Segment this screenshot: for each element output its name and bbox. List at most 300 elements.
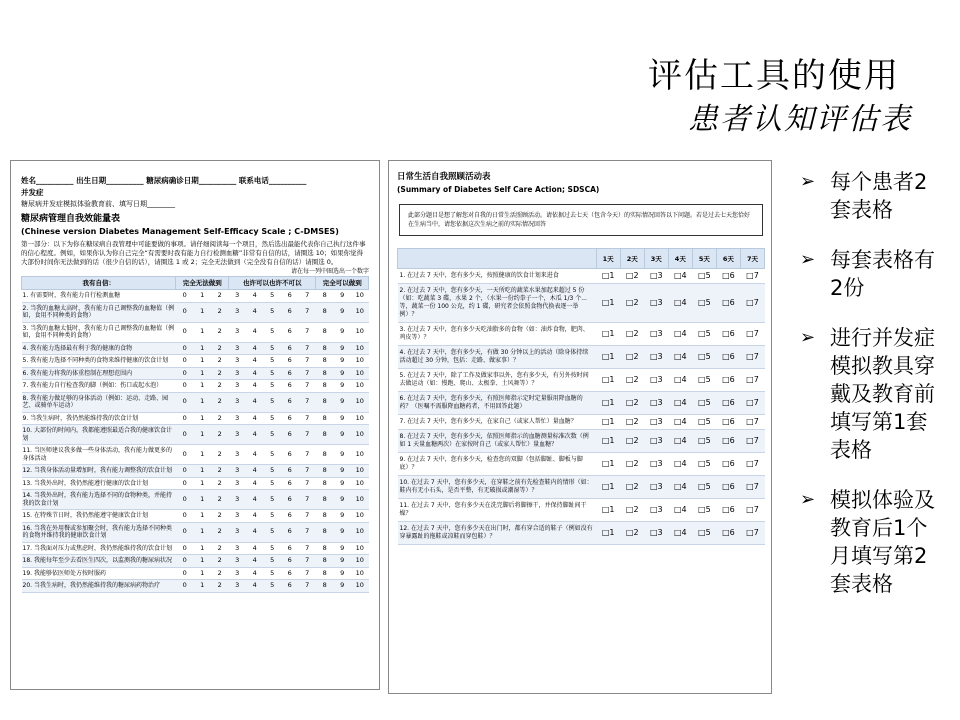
day-checkbox[interactable]: □5 xyxy=(692,284,716,323)
scale-option[interactable]: 4 xyxy=(246,302,264,322)
scale-option[interactable]: 7 xyxy=(298,367,316,380)
scale-option[interactable]: 4 xyxy=(246,412,264,425)
scale-option[interactable]: 6 xyxy=(281,290,299,303)
scale-option[interactable]: 10 xyxy=(351,392,369,412)
scale-option[interactable]: 0 xyxy=(176,425,194,445)
scale-option[interactable]: 1 xyxy=(193,355,211,368)
day-checkbox[interactable]: □1 xyxy=(596,269,620,284)
scale-option[interactable]: 4 xyxy=(246,380,264,393)
scale-option[interactable]: 0 xyxy=(176,477,194,490)
day-checkbox[interactable]: □4 xyxy=(668,499,692,522)
scale-option[interactable]: 1 xyxy=(193,367,211,380)
scale-option[interactable]: 5 xyxy=(263,580,281,593)
scale-option[interactable]: 7 xyxy=(298,445,316,465)
scale-option[interactable]: 4 xyxy=(246,555,264,568)
day-checkbox[interactable]: □1 xyxy=(596,453,620,476)
scale-option[interactable]: 2 xyxy=(211,412,229,425)
day-checkbox[interactable]: □6 xyxy=(716,323,740,346)
scale-option[interactable]: 2 xyxy=(211,302,229,322)
scale-option[interactable]: 8 xyxy=(316,580,334,593)
day-checkbox[interactable]: □5 xyxy=(692,346,716,369)
day-checkbox[interactable]: □3 xyxy=(644,499,668,522)
scale-option[interactable]: 6 xyxy=(281,380,299,393)
scale-option[interactable]: 3 xyxy=(228,522,246,542)
scale-option[interactable]: 1 xyxy=(193,477,211,490)
scale-option[interactable]: 8 xyxy=(316,425,334,445)
scale-option[interactable]: 3 xyxy=(228,367,246,380)
day-checkbox[interactable]: □2 xyxy=(620,476,644,499)
scale-option[interactable]: 4 xyxy=(246,580,264,593)
scale-option[interactable]: 1 xyxy=(193,542,211,555)
scale-option[interactable]: 10 xyxy=(351,555,369,568)
day-checkbox[interactable]: □1 xyxy=(596,392,620,415)
scale-option[interactable]: 6 xyxy=(281,510,299,523)
day-checkbox[interactable]: □5 xyxy=(692,269,716,284)
scale-option[interactable]: 8 xyxy=(316,510,334,523)
scale-option[interactable]: 5 xyxy=(263,367,281,380)
scale-option[interactable]: 2 xyxy=(211,342,229,355)
scale-option[interactable]: 6 xyxy=(281,567,299,580)
scale-option[interactable]: 3 xyxy=(228,580,246,593)
day-checkbox[interactable]: □7 xyxy=(740,499,764,522)
scale-option[interactable]: 9 xyxy=(333,392,351,412)
scale-option[interactable]: 0 xyxy=(176,465,194,478)
day-checkbox[interactable]: □4 xyxy=(668,430,692,453)
scale-option[interactable]: 5 xyxy=(263,342,281,355)
scale-option[interactable]: 4 xyxy=(246,367,264,380)
scale-option[interactable]: 8 xyxy=(316,555,334,568)
scale-option[interactable]: 7 xyxy=(298,580,316,593)
day-checkbox[interactable]: □4 xyxy=(668,476,692,499)
scale-option[interactable]: 6 xyxy=(281,465,299,478)
scale-option[interactable]: 10 xyxy=(351,510,369,523)
scale-option[interactable]: 9 xyxy=(333,380,351,393)
scale-option[interactable]: 8 xyxy=(316,392,334,412)
scale-option[interactable]: 2 xyxy=(211,555,229,568)
scale-option[interactable]: 5 xyxy=(263,445,281,465)
scale-option[interactable]: 3 xyxy=(228,380,246,393)
scale-option[interactable]: 0 xyxy=(176,302,194,322)
scale-option[interactable]: 8 xyxy=(316,412,334,425)
scale-option[interactable]: 6 xyxy=(281,477,299,490)
day-checkbox[interactable]: □2 xyxy=(620,346,644,369)
scale-option[interactable]: 3 xyxy=(228,567,246,580)
day-checkbox[interactable]: □3 xyxy=(644,284,668,323)
scale-option[interactable]: 6 xyxy=(281,445,299,465)
scale-option[interactable]: 2 xyxy=(211,380,229,393)
day-checkbox[interactable]: □3 xyxy=(644,415,668,430)
day-checkbox[interactable]: □6 xyxy=(716,392,740,415)
day-checkbox[interactable]: □2 xyxy=(620,323,644,346)
day-checkbox[interactable]: □4 xyxy=(668,284,692,323)
scale-option[interactable]: 9 xyxy=(333,290,351,303)
scale-option[interactable]: 8 xyxy=(316,380,334,393)
scale-option[interactable]: 3 xyxy=(228,322,246,342)
scale-option[interactable]: 3 xyxy=(228,302,246,322)
scale-option[interactable]: 4 xyxy=(246,355,264,368)
scale-option[interactable]: 2 xyxy=(211,392,229,412)
scale-option[interactable]: 1 xyxy=(193,290,211,303)
scale-option[interactable]: 1 xyxy=(193,445,211,465)
scale-option[interactable]: 1 xyxy=(193,580,211,593)
day-checkbox[interactable]: □3 xyxy=(644,392,668,415)
scale-option[interactable]: 4 xyxy=(246,510,264,523)
day-checkbox[interactable]: □6 xyxy=(716,269,740,284)
scale-option[interactable]: 5 xyxy=(263,425,281,445)
day-checkbox[interactable]: □4 xyxy=(668,346,692,369)
scale-option[interactable]: 7 xyxy=(298,490,316,510)
day-checkbox[interactable]: □4 xyxy=(668,392,692,415)
scale-option[interactable]: 1 xyxy=(193,302,211,322)
day-checkbox[interactable]: □2 xyxy=(620,392,644,415)
scale-option[interactable]: 0 xyxy=(176,355,194,368)
scale-option[interactable]: 7 xyxy=(298,555,316,568)
scale-option[interactable]: 3 xyxy=(228,290,246,303)
scale-option[interactable]: 10 xyxy=(351,355,369,368)
day-checkbox[interactable]: □5 xyxy=(692,453,716,476)
day-checkbox[interactable]: □6 xyxy=(716,430,740,453)
scale-option[interactable]: 0 xyxy=(176,342,194,355)
scale-option[interactable]: 0 xyxy=(176,367,194,380)
scale-option[interactable]: 0 xyxy=(176,380,194,393)
scale-option[interactable]: 10 xyxy=(351,367,369,380)
scale-option[interactable]: 4 xyxy=(246,392,264,412)
scale-option[interactable]: 7 xyxy=(298,510,316,523)
scale-option[interactable]: 9 xyxy=(333,522,351,542)
day-checkbox[interactable]: □7 xyxy=(740,369,764,392)
day-checkbox[interactable]: □1 xyxy=(596,346,620,369)
scale-option[interactable]: 1 xyxy=(193,522,211,542)
day-checkbox[interactable]: □1 xyxy=(596,476,620,499)
scale-option[interactable]: 7 xyxy=(298,355,316,368)
scale-option[interactable]: 1 xyxy=(193,342,211,355)
scale-option[interactable]: 7 xyxy=(298,542,316,555)
scale-option[interactable]: 7 xyxy=(298,412,316,425)
scale-option[interactable]: 2 xyxy=(211,290,229,303)
scale-option[interactable]: 7 xyxy=(298,392,316,412)
scale-option[interactable]: 7 xyxy=(298,380,316,393)
scale-option[interactable]: 7 xyxy=(298,477,316,490)
scale-option[interactable]: 4 xyxy=(246,522,264,542)
scale-option[interactable]: 7 xyxy=(298,425,316,445)
scale-option[interactable]: 7 xyxy=(298,342,316,355)
scale-option[interactable]: 10 xyxy=(351,522,369,542)
scale-option[interactable]: 0 xyxy=(176,567,194,580)
scale-option[interactable]: 2 xyxy=(211,510,229,523)
scale-option[interactable]: 0 xyxy=(176,555,194,568)
scale-option[interactable]: 5 xyxy=(263,510,281,523)
day-checkbox[interactable]: □3 xyxy=(644,346,668,369)
scale-option[interactable]: 1 xyxy=(193,567,211,580)
scale-option[interactable]: 0 xyxy=(176,510,194,523)
scale-option[interactable]: 8 xyxy=(316,355,334,368)
scale-option[interactable]: 3 xyxy=(228,425,246,445)
day-checkbox[interactable]: □6 xyxy=(716,499,740,522)
day-checkbox[interactable]: □7 xyxy=(740,522,764,545)
scale-option[interactable]: 8 xyxy=(316,477,334,490)
scale-option[interactable]: 0 xyxy=(176,322,194,342)
scale-option[interactable]: 10 xyxy=(351,425,369,445)
scale-option[interactable]: 3 xyxy=(228,392,246,412)
day-checkbox[interactable]: □7 xyxy=(740,323,764,346)
scale-option[interactable]: 3 xyxy=(228,342,246,355)
day-checkbox[interactable]: □4 xyxy=(668,453,692,476)
scale-option[interactable]: 10 xyxy=(351,490,369,510)
day-checkbox[interactable]: □3 xyxy=(644,522,668,545)
scale-option[interactable]: 1 xyxy=(193,465,211,478)
day-checkbox[interactable]: □5 xyxy=(692,369,716,392)
scale-option[interactable]: 9 xyxy=(333,567,351,580)
day-checkbox[interactable]: □7 xyxy=(740,284,764,323)
day-checkbox[interactable]: □6 xyxy=(716,522,740,545)
scale-option[interactable]: 0 xyxy=(176,490,194,510)
scale-option[interactable]: 9 xyxy=(333,342,351,355)
scale-option[interactable]: 3 xyxy=(228,477,246,490)
scale-option[interactable]: 3 xyxy=(228,490,246,510)
scale-option[interactable]: 1 xyxy=(193,322,211,342)
scale-option[interactable]: 3 xyxy=(228,445,246,465)
scale-option[interactable]: 0 xyxy=(176,580,194,593)
day-checkbox[interactable]: □6 xyxy=(716,284,740,323)
scale-option[interactable]: 7 xyxy=(298,522,316,542)
scale-option[interactable]: 4 xyxy=(246,477,264,490)
scale-option[interactable]: 2 xyxy=(211,465,229,478)
scale-option[interactable]: 4 xyxy=(246,425,264,445)
scale-option[interactable]: 2 xyxy=(211,580,229,593)
scale-option[interactable]: 5 xyxy=(263,355,281,368)
scale-option[interactable]: 6 xyxy=(281,425,299,445)
day-checkbox[interactable]: □5 xyxy=(692,415,716,430)
scale-option[interactable]: 5 xyxy=(263,567,281,580)
scale-option[interactable]: 1 xyxy=(193,490,211,510)
scale-option[interactable]: 9 xyxy=(333,367,351,380)
scale-option[interactable]: 8 xyxy=(316,567,334,580)
scale-option[interactable]: 3 xyxy=(228,355,246,368)
scale-option[interactable]: 1 xyxy=(193,380,211,393)
day-checkbox[interactable]: □1 xyxy=(596,522,620,545)
day-checkbox[interactable]: □2 xyxy=(620,453,644,476)
day-checkbox[interactable]: □1 xyxy=(596,284,620,323)
scale-option[interactable]: 5 xyxy=(263,490,281,510)
scale-option[interactable]: 0 xyxy=(176,542,194,555)
scale-option[interactable]: 2 xyxy=(211,522,229,542)
scale-option[interactable]: 5 xyxy=(263,380,281,393)
scale-option[interactable]: 9 xyxy=(333,477,351,490)
day-checkbox[interactable]: □4 xyxy=(668,269,692,284)
scale-option[interactable]: 2 xyxy=(211,477,229,490)
scale-option[interactable]: 6 xyxy=(281,542,299,555)
scale-option[interactable]: 4 xyxy=(246,465,264,478)
scale-option[interactable]: 1 xyxy=(193,555,211,568)
scale-option[interactable]: 9 xyxy=(333,465,351,478)
day-checkbox[interactable]: □3 xyxy=(644,369,668,392)
scale-option[interactable]: 0 xyxy=(176,392,194,412)
scale-option[interactable]: 7 xyxy=(298,322,316,342)
day-checkbox[interactable]: □1 xyxy=(596,369,620,392)
day-checkbox[interactable]: □4 xyxy=(668,415,692,430)
scale-option[interactable]: 3 xyxy=(228,465,246,478)
scale-option[interactable]: 6 xyxy=(281,355,299,368)
scale-option[interactable]: 6 xyxy=(281,367,299,380)
scale-option[interactable]: 9 xyxy=(333,355,351,368)
scale-option[interactable]: 6 xyxy=(281,490,299,510)
day-checkbox[interactable]: □3 xyxy=(644,323,668,346)
scale-option[interactable]: 8 xyxy=(316,445,334,465)
day-checkbox[interactable]: □1 xyxy=(596,430,620,453)
scale-option[interactable]: 4 xyxy=(246,290,264,303)
scale-option[interactable]: 8 xyxy=(316,342,334,355)
day-checkbox[interactable]: □6 xyxy=(716,346,740,369)
scale-option[interactable]: 9 xyxy=(333,490,351,510)
scale-option[interactable]: 6 xyxy=(281,392,299,412)
scale-option[interactable]: 9 xyxy=(333,542,351,555)
scale-option[interactable]: 2 xyxy=(211,542,229,555)
scale-option[interactable]: 6 xyxy=(281,412,299,425)
day-checkbox[interactable]: □6 xyxy=(716,453,740,476)
scale-option[interactable]: 5 xyxy=(263,290,281,303)
scale-option[interactable]: 8 xyxy=(316,490,334,510)
scale-option[interactable]: 4 xyxy=(246,445,264,465)
scale-option[interactable]: 2 xyxy=(211,367,229,380)
scale-option[interactable]: 9 xyxy=(333,580,351,593)
scale-option[interactable]: 4 xyxy=(246,567,264,580)
scale-option[interactable]: 9 xyxy=(333,322,351,342)
scale-option[interactable]: 2 xyxy=(211,425,229,445)
day-checkbox[interactable]: □3 xyxy=(644,269,668,284)
day-checkbox[interactable]: □7 xyxy=(740,430,764,453)
scale-option[interactable]: 5 xyxy=(263,542,281,555)
scale-option[interactable]: 10 xyxy=(351,567,369,580)
scale-option[interactable]: 8 xyxy=(316,522,334,542)
scale-option[interactable]: 5 xyxy=(263,392,281,412)
scale-option[interactable]: 4 xyxy=(246,542,264,555)
day-checkbox[interactable]: □2 xyxy=(620,269,644,284)
scale-option[interactable]: 6 xyxy=(281,555,299,568)
day-checkbox[interactable]: □5 xyxy=(692,430,716,453)
scale-option[interactable]: 7 xyxy=(298,290,316,303)
scale-option[interactable]: 7 xyxy=(298,302,316,322)
scale-option[interactable]: 9 xyxy=(333,445,351,465)
day-checkbox[interactable]: □2 xyxy=(620,415,644,430)
scale-option[interactable]: 3 xyxy=(228,555,246,568)
scale-option[interactable]: 9 xyxy=(333,302,351,322)
day-checkbox[interactable]: □2 xyxy=(620,430,644,453)
scale-option[interactable]: 8 xyxy=(316,302,334,322)
scale-option[interactable]: 6 xyxy=(281,580,299,593)
day-checkbox[interactable]: □4 xyxy=(668,522,692,545)
scale-option[interactable]: 3 xyxy=(228,412,246,425)
day-checkbox[interactable]: □6 xyxy=(716,415,740,430)
day-checkbox[interactable]: □3 xyxy=(644,430,668,453)
scale-option[interactable]: 4 xyxy=(246,490,264,510)
scale-option[interactable]: 5 xyxy=(263,555,281,568)
day-checkbox[interactable]: □4 xyxy=(668,323,692,346)
scale-option[interactable]: 10 xyxy=(351,342,369,355)
scale-option[interactable]: 9 xyxy=(333,425,351,445)
day-checkbox[interactable]: □7 xyxy=(740,392,764,415)
scale-option[interactable]: 0 xyxy=(176,290,194,303)
scale-option[interactable]: 0 xyxy=(176,522,194,542)
scale-option[interactable]: 10 xyxy=(351,580,369,593)
scale-option[interactable]: 10 xyxy=(351,445,369,465)
scale-option[interactable]: 9 xyxy=(333,555,351,568)
day-checkbox[interactable]: □2 xyxy=(620,499,644,522)
scale-option[interactable]: 6 xyxy=(281,342,299,355)
scale-option[interactable]: 9 xyxy=(333,412,351,425)
scale-option[interactable]: 8 xyxy=(316,290,334,303)
scale-option[interactable]: 1 xyxy=(193,425,211,445)
scale-option[interactable]: 5 xyxy=(263,522,281,542)
day-checkbox[interactable]: □3 xyxy=(644,453,668,476)
day-checkbox[interactable]: □1 xyxy=(596,499,620,522)
day-checkbox[interactable]: □5 xyxy=(692,323,716,346)
scale-option[interactable]: 1 xyxy=(193,510,211,523)
scale-option[interactable]: 7 xyxy=(298,465,316,478)
scale-option[interactable]: 0 xyxy=(176,445,194,465)
scale-option[interactable]: 1 xyxy=(193,412,211,425)
day-checkbox[interactable]: □6 xyxy=(716,369,740,392)
scale-option[interactable]: 6 xyxy=(281,322,299,342)
scale-option[interactable]: 10 xyxy=(351,290,369,303)
scale-option[interactable]: 10 xyxy=(351,412,369,425)
scale-option[interactable]: 10 xyxy=(351,322,369,342)
scale-option[interactable]: 2 xyxy=(211,355,229,368)
scale-option[interactable]: 3 xyxy=(228,542,246,555)
scale-option[interactable]: 6 xyxy=(281,302,299,322)
day-checkbox[interactable]: □3 xyxy=(644,476,668,499)
scale-option[interactable]: 8 xyxy=(316,465,334,478)
day-checkbox[interactable]: □7 xyxy=(740,346,764,369)
scale-option[interactable]: 10 xyxy=(351,302,369,322)
scale-option[interactable]: 5 xyxy=(263,477,281,490)
day-checkbox[interactable]: □6 xyxy=(716,476,740,499)
day-checkbox[interactable]: □1 xyxy=(596,323,620,346)
day-checkbox[interactable]: □7 xyxy=(740,453,764,476)
scale-option[interactable]: 8 xyxy=(316,542,334,555)
scale-option[interactable]: 4 xyxy=(246,322,264,342)
day-checkbox[interactable]: □2 xyxy=(620,369,644,392)
scale-option[interactable]: 2 xyxy=(211,567,229,580)
day-checkbox[interactable]: □7 xyxy=(740,415,764,430)
scale-option[interactable]: 5 xyxy=(263,322,281,342)
day-checkbox[interactable]: □2 xyxy=(620,522,644,545)
scale-option[interactable]: 9 xyxy=(333,510,351,523)
scale-option[interactable]: 10 xyxy=(351,477,369,490)
day-checkbox[interactable]: □1 xyxy=(596,415,620,430)
scale-option[interactable]: 10 xyxy=(351,465,369,478)
day-checkbox[interactable]: □7 xyxy=(740,269,764,284)
day-checkbox[interactable]: □7 xyxy=(740,476,764,499)
scale-option[interactable]: 5 xyxy=(263,412,281,425)
scale-option[interactable]: 8 xyxy=(316,322,334,342)
day-checkbox[interactable]: □5 xyxy=(692,476,716,499)
scale-option[interactable]: 6 xyxy=(281,522,299,542)
day-checkbox[interactable]: □5 xyxy=(692,522,716,545)
day-checkbox[interactable]: □4 xyxy=(668,369,692,392)
scale-option[interactable]: 4 xyxy=(246,342,264,355)
scale-option[interactable]: 2 xyxy=(211,445,229,465)
scale-option[interactable]: 8 xyxy=(316,367,334,380)
scale-option[interactable]: 5 xyxy=(263,465,281,478)
scale-option[interactable]: 10 xyxy=(351,542,369,555)
scale-option[interactable]: 2 xyxy=(211,322,229,342)
scale-option[interactable]: 0 xyxy=(176,412,194,425)
scale-option[interactable]: 3 xyxy=(228,510,246,523)
day-checkbox[interactable]: □2 xyxy=(620,284,644,323)
scale-option[interactable]: 10 xyxy=(351,380,369,393)
scale-option[interactable]: 5 xyxy=(263,302,281,322)
scale-option[interactable]: 7 xyxy=(298,567,316,580)
